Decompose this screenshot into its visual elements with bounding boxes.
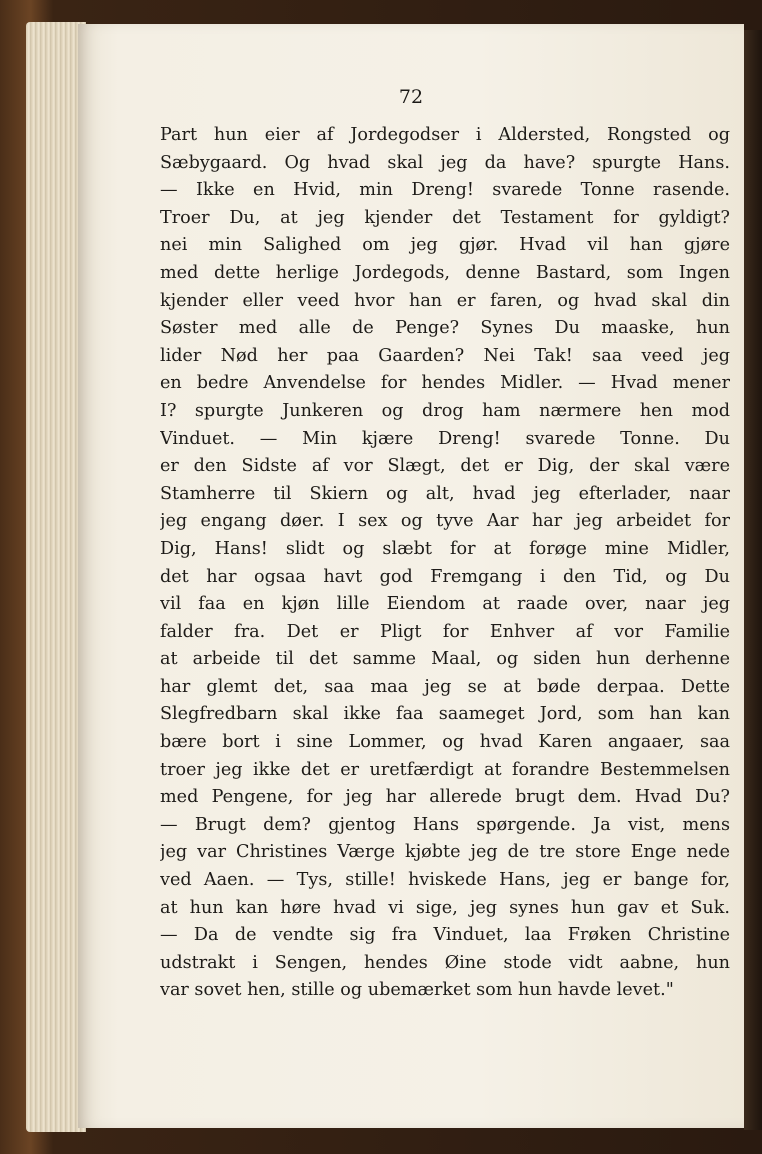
text-line: — Ikke en Hvid, min Dreng! svarede Tonne rasende. <box>160 180 730 201</box>
text-line: lider Nød her paa Gaarden? Nei Tak! saa veed jeg <box>160 345 730 366</box>
text-line: Sæbygaard. Og hvad skal jeg da have? spurgte Hans. <box>160 152 730 173</box>
text-line: Slegfredbarn skal ikke faa saameget Jord, som han kan <box>160 704 730 725</box>
text-line: vil faa en kjøn lille Eiendom at raade over, naar jeg <box>160 594 730 615</box>
text-line: er den Sidste af vor Slægt, det er Dig, der skal være <box>160 456 730 477</box>
text-line: har glemt det, saa maa jeg se at bøde derpaa. Dette <box>160 676 730 697</box>
text-line: en bedre Anvendelse for hendes Midler. — Hvad mener <box>160 373 730 394</box>
text-line: I? spurgte Junkeren og drog ham nærmere hen mod <box>160 400 730 421</box>
text-line: med Pengene, for jeg har allerede brugt dem. Hvad Du? <box>160 787 730 808</box>
text-line: Stamherre til Skiern og alt, hvad jeg efterlader, naar <box>160 483 730 504</box>
text-line: at hun kan høre hvad vi sige, jeg synes hun gav et Suk. <box>160 897 730 918</box>
body-text <box>160 122 730 1005</box>
text-line: troer jeg ikke det er uretfærdigt at forandre Bestemmelsen <box>160 759 730 780</box>
text-line: det har ogsaa havt god Fremgang i den Tid, og Du <box>160 566 730 587</box>
binding-edge <box>744 30 762 1130</box>
text-line: Vinduet. — Min kjære Dreng! svarede Tonne. Du <box>160 428 730 449</box>
text-line: — Brugt dem? gjentog Hans spørgende. Ja vist, mens <box>160 814 730 835</box>
text-line: ved Aaen. — Tys, stille! hviskede Hans, jeg er bange for, <box>160 870 730 891</box>
text-line: kjender eller veed hvor han er faren, og hvad skal din <box>160 290 730 311</box>
text-line: Søster med alle de Penge? Synes Du maaske, hun <box>160 318 730 339</box>
page-edges <box>26 22 86 1132</box>
text-line: bære bort i sine Lommer, og hvad Karen angaaer, saa <box>160 732 730 753</box>
text-line: med dette herlige Jordegods, denne Bastard, som Ingen <box>160 262 730 283</box>
text-line: jeg var Christines Værge kjøbte jeg de tre store Enge nede <box>160 842 730 863</box>
page-number: 72 <box>398 86 424 108</box>
text-line: Part hun eier af Jordegodser i Aldersted, Rongsted og <box>160 125 730 145</box>
book-page <box>78 24 744 1128</box>
text-line: falder fra. Det er Pligt for Enhver af vor Familie <box>160 621 730 642</box>
text-line: nei min Salighed om jeg gjør. Hvad vil han gjøre <box>160 235 730 256</box>
text-line: at arbeide til det samme Maal, og siden hun derhenne <box>160 649 730 670</box>
text-line: — Da de vendte sig fra Vinduet, laa Frøken Christine <box>160 925 730 946</box>
text-line: Troer Du, at jeg kjender det Testament for gyldigt? <box>160 207 730 228</box>
text-line: Dig, Hans! slidt og slæbt for at forøge mine Midler, <box>160 538 730 559</box>
text-line: udstrakt i Sengen, hendes Øine stode vidt aabne, hun <box>160 952 730 973</box>
text-line: var sovet hen, stille og ubemærket som hun havde levet." <box>160 980 674 1001</box>
text-line: jeg engang døer. I sex og tyve Aar har jeg arbeidet for <box>160 511 730 532</box>
